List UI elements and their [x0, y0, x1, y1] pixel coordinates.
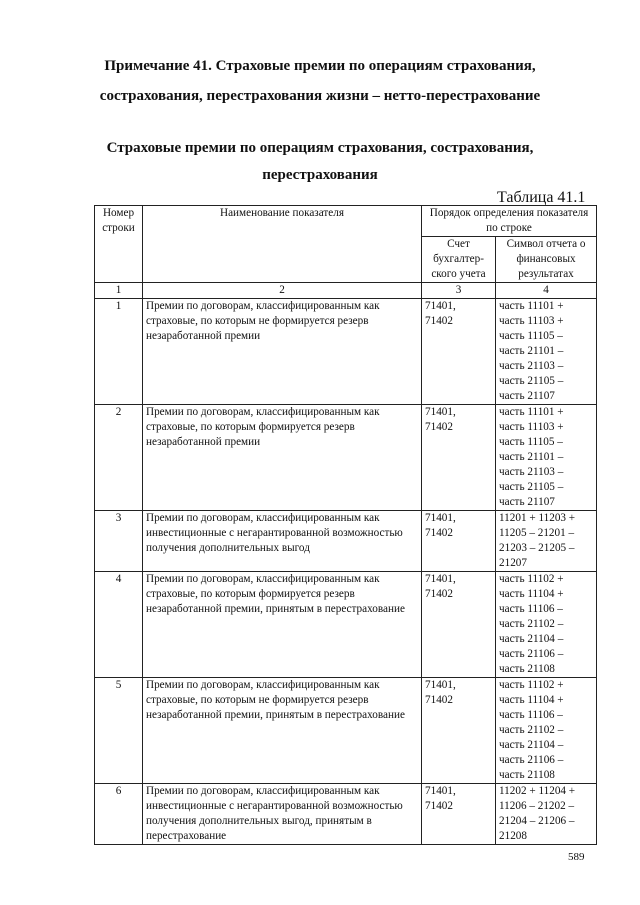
- report-symbol-line: часть 21101 –: [499, 451, 564, 463]
- account-cell: [422, 784, 496, 845]
- report-symbol-line: часть 21108: [499, 769, 555, 781]
- report-symbol-line: часть 11106 –: [499, 603, 563, 615]
- account-number: 71402: [425, 421, 453, 433]
- indicator-name: Премии по договорам, классифицированным как страховые, по которым формируется резерв незаработанной премии: [143, 405, 422, 511]
- report-symbol-cell: [496, 511, 597, 572]
- report-symbol-line: часть 21107: [499, 390, 555, 402]
- report-symbol-line: часть 21107: [499, 496, 555, 508]
- report-symbol-line: часть 11106 –: [499, 709, 563, 721]
- column-number: 4: [496, 283, 597, 299]
- premiums-table: [94, 205, 597, 845]
- report-symbol-line: часть 11104 +: [499, 588, 564, 600]
- report-symbol-line: 11205 – 21201 –: [499, 527, 575, 539]
- header-determination-group: Порядок определения показателя по строке: [422, 206, 597, 237]
- row-number: 2: [95, 405, 143, 511]
- report-symbol-line: часть 21105 –: [499, 375, 564, 387]
- report-symbol-line: часть 11103 +: [499, 315, 564, 327]
- report-symbol-line: часть 21104 –: [499, 739, 564, 751]
- report-symbol-line: часть 21102 –: [499, 724, 564, 736]
- report-symbol-line: 11201 + 11203 +: [499, 512, 576, 524]
- note-title-line-1: Примечание 41. Страховые премии по операциям страхования,: [104, 58, 536, 74]
- table-row: [95, 511, 597, 572]
- table-row: [95, 678, 597, 784]
- account-number: 71402: [425, 694, 453, 706]
- row-number: 3: [95, 511, 143, 572]
- report-symbol-line: часть 11105 –: [499, 436, 563, 448]
- table-title-line-1: Страховые премии по операциям страхования, сострахования,: [106, 140, 534, 156]
- account-cell: [422, 405, 496, 511]
- account-cell: [422, 678, 496, 784]
- table-row: [95, 572, 597, 678]
- table-title-line-2: перестрахования: [262, 167, 378, 183]
- account-number: 71402: [425, 527, 453, 539]
- report-symbol-cell: [496, 572, 597, 678]
- report-symbol-line: часть 21104 –: [499, 633, 564, 645]
- report-symbol-cell: [496, 405, 597, 511]
- report-symbol-line: часть 11103 +: [499, 421, 564, 433]
- account-number: 71402: [425, 588, 453, 600]
- report-symbol-line: часть 21102 –: [499, 618, 564, 630]
- header-account: Счет бухгалтер-ского учета: [422, 237, 496, 283]
- report-symbol-line: часть 21106 –: [499, 754, 564, 766]
- report-symbol-line: 11202 + 11204 +: [499, 785, 576, 797]
- report-symbol-line: 21204 – 21206 –: [499, 815, 575, 827]
- account-number: 71401,: [425, 785, 456, 797]
- column-number: 1: [95, 283, 143, 299]
- report-symbol-line: часть 21105 –: [499, 481, 564, 493]
- table-caption: Таблица 41.1: [497, 189, 586, 206]
- header-indicator-name: Наименование показателя: [143, 206, 422, 283]
- report-symbol-line: часть 11104 +: [499, 694, 564, 706]
- row-number: 1: [95, 299, 143, 405]
- account-cell: [422, 572, 496, 678]
- report-symbol-line: часть 21108: [499, 663, 555, 675]
- column-number: 2: [143, 283, 422, 299]
- account-number: 71401,: [425, 512, 456, 524]
- report-symbol-line: 21207: [499, 557, 527, 569]
- report-symbol-line: часть 21103 –: [499, 466, 564, 478]
- note-title-line-2: сострахования, перестрахования жизни – нетто-перестрахование: [99, 88, 541, 104]
- report-symbol-line: часть 11101 +: [499, 300, 564, 312]
- report-symbol-cell: [496, 784, 597, 845]
- table-row: [95, 299, 597, 405]
- report-symbol-line: часть 11102 +: [499, 573, 564, 585]
- column-number: 3: [422, 283, 496, 299]
- report-symbol-line: 21208: [499, 830, 527, 842]
- row-number: 6: [95, 784, 143, 845]
- column-number-row: [95, 283, 597, 299]
- report-symbol-line: часть 11102 +: [499, 679, 564, 691]
- table-row: [95, 405, 597, 511]
- indicator-name: Премии по договорам, классифицированным как инвестиционные с негарантированной возможностью получения дополнительных выгод: [143, 511, 422, 572]
- report-symbol-cell: [496, 299, 597, 405]
- account-number: 71402: [425, 800, 453, 812]
- report-symbol-line: 21203 – 21205 –: [499, 542, 575, 554]
- header-report-symbol: Символ отчета о финансовых результатах: [496, 237, 597, 283]
- row-number: 5: [95, 678, 143, 784]
- account-number: 71401,: [425, 300, 456, 312]
- account-number: 71402: [425, 315, 453, 327]
- report-symbol-cell: [496, 678, 597, 784]
- report-symbol-line: часть 21103 –: [499, 360, 564, 372]
- indicator-name: Премии по договорам, классифицированным как страховые, по которым не формируется резерв незаработанной премии, принятым в перестрахование: [143, 678, 422, 784]
- account-number: 71401,: [425, 679, 456, 691]
- report-symbol-line: часть 11101 +: [499, 406, 564, 418]
- indicator-name: Премии по договорам, классифицированным как инвестиционные с негарантированной возможностью получения дополнительных выгод, принятым в перестрахование: [143, 784, 422, 845]
- header-row-number: Номер строки: [95, 206, 143, 283]
- report-symbol-line: 11206 – 21202 –: [499, 800, 575, 812]
- indicator-name: Премии по договорам, классифицированным как страховые, по которым не формируется резерв незаработанной премии: [143, 299, 422, 405]
- row-number: 4: [95, 572, 143, 678]
- indicator-name: Премии по договорам, классифицированным как страховые, по которым формируется резерв незаработанной премии, принятым в перестрахование: [143, 572, 422, 678]
- account-cell: [422, 299, 496, 405]
- report-symbol-line: часть 21106 –: [499, 648, 564, 660]
- account-number: 71401,: [425, 573, 456, 585]
- account-number: 71401,: [425, 406, 456, 418]
- table-row: [95, 784, 597, 845]
- report-symbol-line: часть 11105 –: [499, 330, 563, 342]
- account-cell: [422, 511, 496, 572]
- report-symbol-line: часть 21101 –: [499, 345, 564, 357]
- page-number: 589: [568, 851, 585, 863]
